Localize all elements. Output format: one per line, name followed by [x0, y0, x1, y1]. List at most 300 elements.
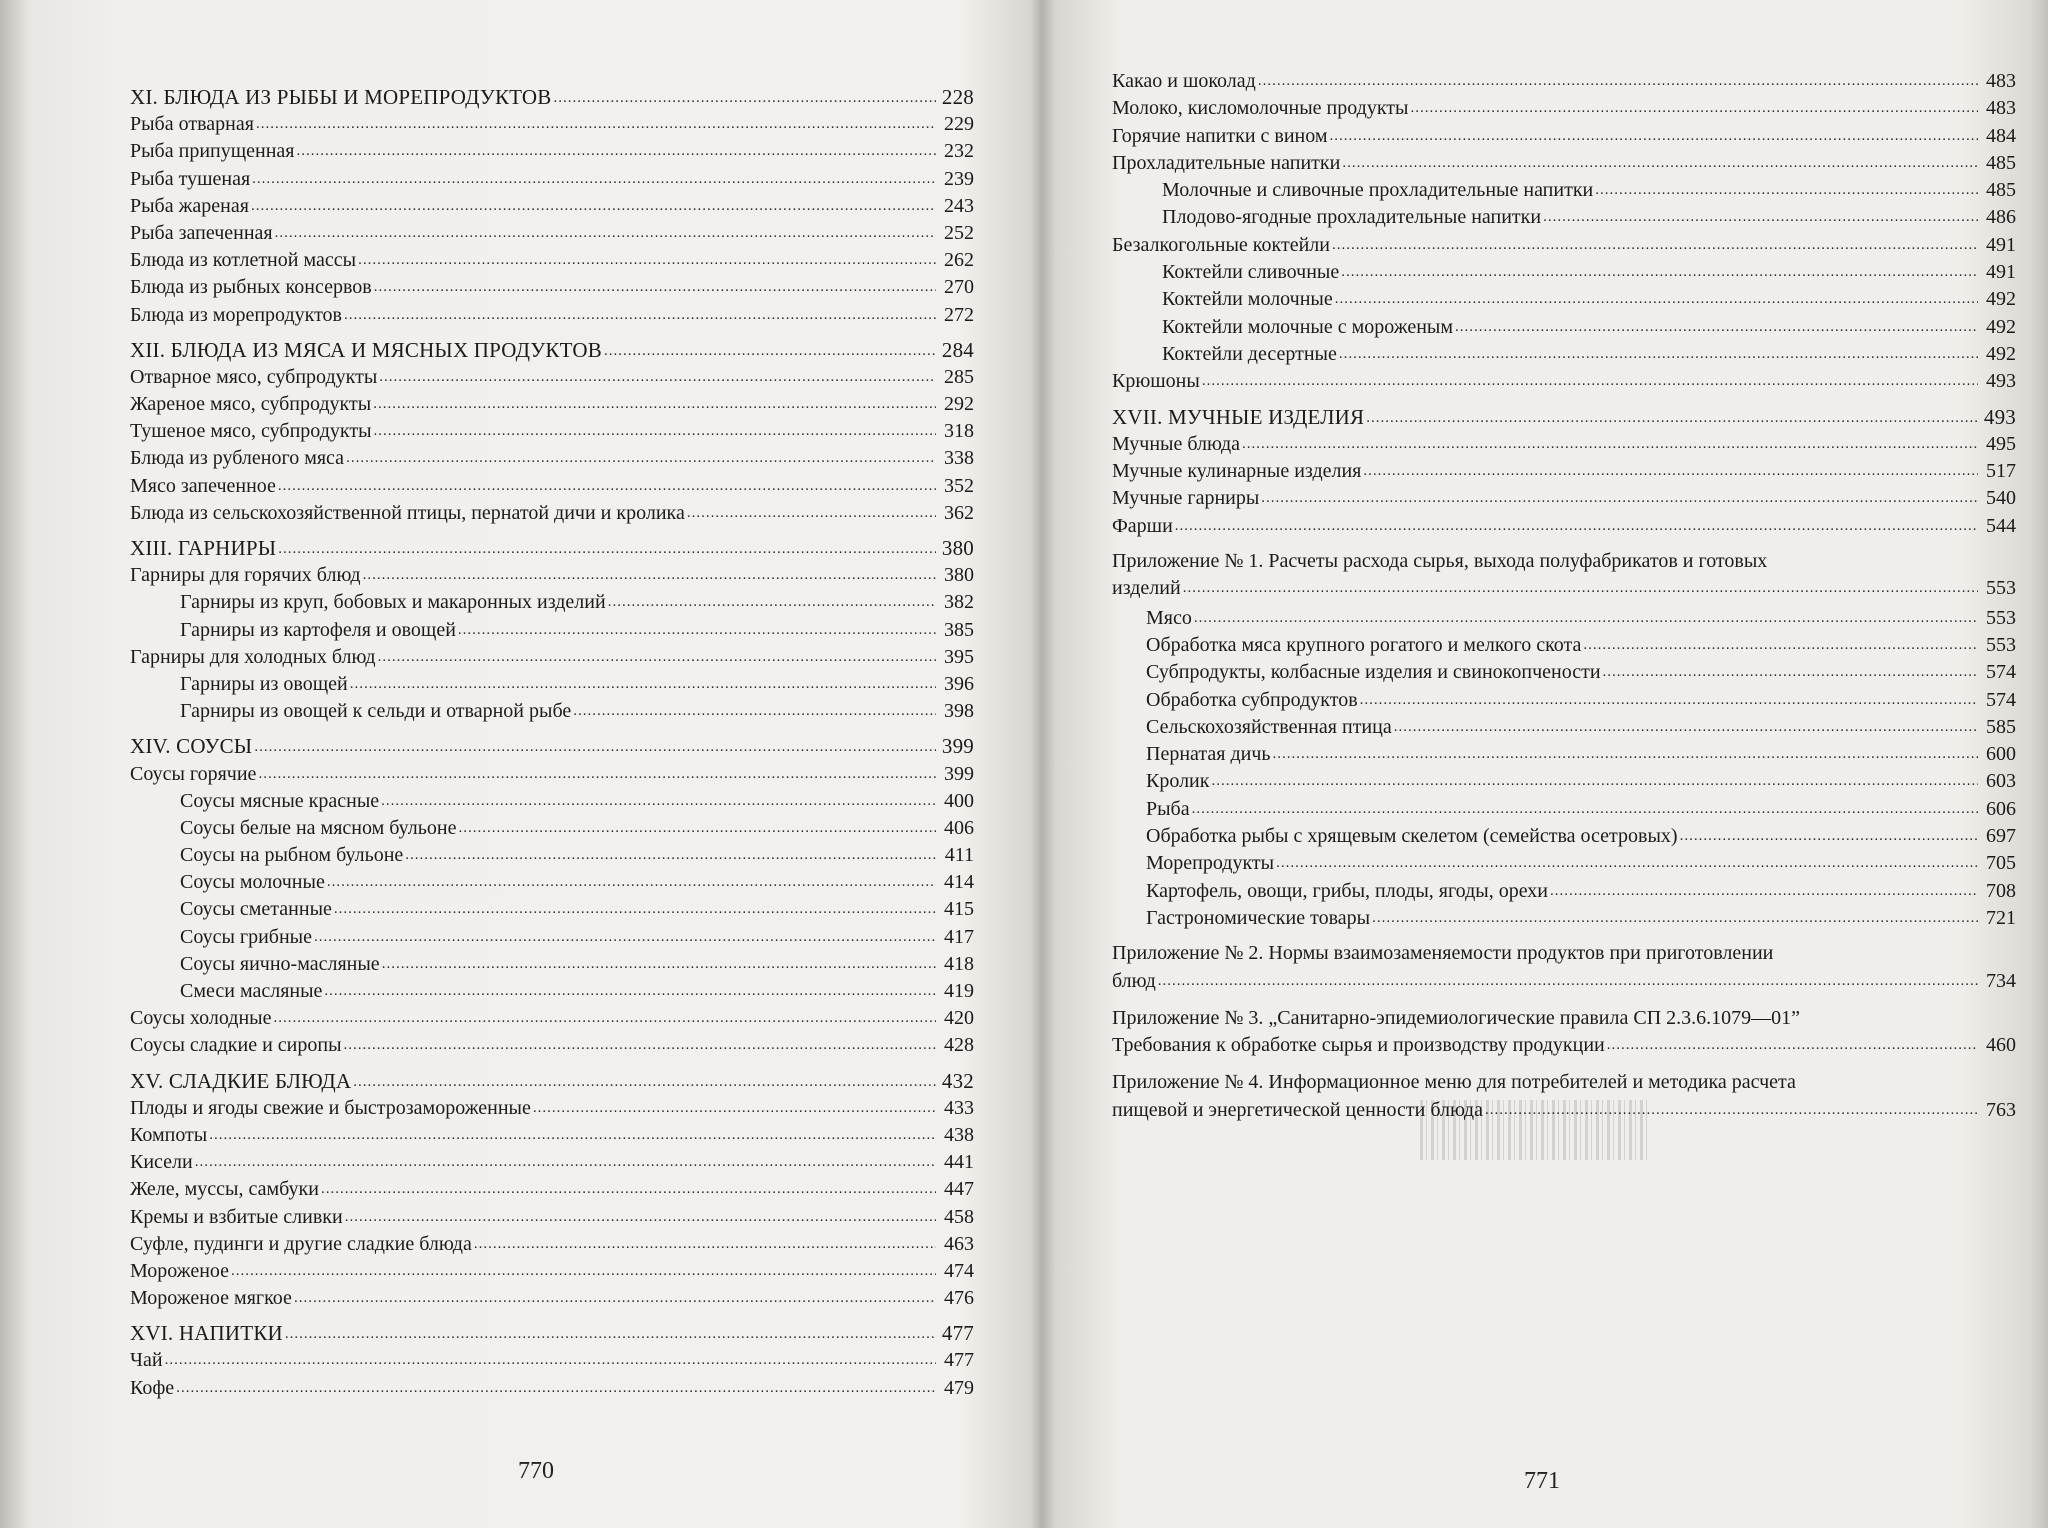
toc-entry-label: Безалкогольные коктейли [1112, 233, 1330, 256]
leader-dots [1455, 312, 1978, 341]
toc-entry-label: Горячие напитки с вином [1112, 124, 1328, 147]
toc-page-number: 432 [941, 1068, 974, 1093]
toc-page-number: 362 [944, 501, 974, 524]
leader-dots [278, 533, 936, 563]
toc-entry [130, 111, 974, 138]
toc-entry-label-cont: Требования к обработке сырья и производству продукции [1112, 1034, 1605, 1057]
toc-entry [130, 1005, 974, 1032]
toc-page-number: 419 [944, 980, 974, 1002]
toc-page-number: 485 [1986, 151, 2016, 174]
toc-entry-label: Суфле, пудинги и другие сладкие блюда [130, 1232, 472, 1255]
toc-page-number: 517 [1986, 460, 2016, 483]
toc-entry-label: Приложение № 3. „Санитарно-эпидемиологические правила СП 2.3.6.1079—01” [1112, 1006, 1801, 1029]
toc-page-number: 399 [941, 734, 974, 759]
toc-entry [1112, 632, 2016, 659]
toc-entry-label: Молоко, кисломолочные продукты [1112, 97, 1409, 120]
toc-entry [130, 951, 974, 978]
toc-page-number: 544 [1986, 514, 2016, 537]
toc-entry-label: Коктейли десертные [1162, 342, 1337, 365]
toc-page-number: 721 [1986, 906, 2016, 929]
toc-page-number: 417 [944, 925, 974, 948]
toc-entry-label: Субпродукты, колбасные изделия и свинокопчености [1146, 661, 1601, 684]
leader-dots [1363, 456, 1978, 485]
toc-page-number: 433 [944, 1096, 974, 1119]
leader-dots [195, 1147, 936, 1176]
toc-entry-label: Крюшоны [1112, 370, 1200, 393]
toc-entry-continuation [1112, 575, 2016, 604]
toc-entry [130, 978, 974, 1005]
toc-page-number: 396 [944, 672, 974, 695]
toc-entry [130, 815, 974, 842]
leader-dots [251, 191, 936, 220]
toc-entry-label: XII. БЛЮДА ИЗ МЯСА И МЯСНЫХ ПРОДУКТОВ [130, 337, 602, 362]
toc-entry-label: Гарниры из круп, бобовых и макаронных изделий [180, 591, 606, 614]
toc-entry-label: Приложение № 2. Нормы взаимозаменяемости продуктов при приготовлении [1112, 942, 1774, 965]
leader-dots [1342, 148, 1978, 177]
leader-dots [358, 245, 936, 274]
leader-dots [533, 1093, 936, 1122]
toc-entry-label: Гарниры из овощей к сельди и отварной рыбе [180, 700, 572, 723]
toc-entry [1112, 177, 2016, 204]
leader-dots [273, 1003, 936, 1032]
toc-entry-label: Мясо [1146, 606, 1192, 629]
toc-section-heading [130, 535, 974, 562]
toc-page-number: 483 [1986, 97, 2016, 120]
toc-entry-label: XIV. СОУСЫ [130, 734, 253, 759]
toc-page-number: 352 [944, 474, 974, 497]
leader-dots [321, 1174, 936, 1203]
toc-entry-label: Рыба жареная [130, 194, 249, 217]
toc-page-number: 400 [944, 789, 974, 812]
toc-entry-label: Блюда из сельскохозяйственной птицы, пернатой дичи и кролика [130, 501, 685, 524]
leader-dots [345, 1202, 936, 1231]
leader-dots [1202, 366, 1978, 395]
toc-entry [130, 869, 974, 896]
toc-entry [130, 1176, 974, 1203]
toc-entry [1112, 259, 2016, 286]
toc-page-number: 697 [1986, 825, 2016, 848]
toc-entry-label: Соусы белые на мясном бульоне [180, 816, 457, 839]
leader-dots [604, 335, 936, 365]
toc-page-number: 495 [1986, 432, 2016, 455]
toc-section-heading [130, 337, 974, 364]
toc-entry [1112, 823, 2016, 850]
toc-entry-label: Кофе [130, 1376, 175, 1399]
toc-page-number: 463 [944, 1232, 974, 1255]
leader-dots [1242, 429, 1978, 458]
toc-page-number: 262 [944, 249, 974, 272]
toc-entry [1112, 741, 2016, 768]
toc-entry [1112, 940, 2016, 997]
leader-dots [1192, 794, 1978, 823]
toc-entry-label: Блюда из рубленого мяса [130, 447, 345, 470]
toc-entry-label: Гарниры для холодных блюд [130, 645, 376, 668]
toc-page-number: 385 [944, 618, 974, 641]
toc-entry-label: Смеси масляные [180, 980, 323, 1002]
leader-dots [176, 1373, 936, 1402]
toc-entry [1112, 905, 2016, 932]
toc-page-number: 380 [941, 536, 974, 560]
toc-entry [130, 418, 974, 445]
toc-page-number: 603 [1986, 770, 2016, 793]
toc-entry [130, 1204, 974, 1231]
toc-entry-label: Обработка субпродуктов [1146, 688, 1358, 711]
leader-dots [1607, 1030, 1978, 1059]
leader-dots [285, 1318, 936, 1348]
toc-entry [130, 166, 974, 193]
toc-page-number: 292 [944, 393, 974, 416]
toc-page-number: 600 [1986, 743, 2016, 766]
toc-entry [130, 445, 974, 472]
leader-dots [1410, 93, 1978, 122]
leader-dots [254, 731, 936, 761]
leader-dots [405, 840, 936, 869]
toc-entry-label: Плодово-ягодные прохладительные напитки [1162, 206, 1542, 229]
leader-dots [1194, 603, 1978, 632]
toc-entry [1112, 341, 2016, 368]
toc-page-number: 553 [1986, 633, 2016, 656]
toc-entry [1112, 95, 2016, 122]
leader-dots [1276, 848, 1978, 877]
leader-dots [1680, 821, 1978, 850]
toc-entry-label: XVI. НАПИТКИ [130, 1321, 283, 1346]
leader-dots [382, 949, 936, 978]
toc-entry-label: Мучные кулинарные изделия [1112, 460, 1362, 483]
toc-entry [130, 1095, 974, 1122]
toc-entry-label: Кролик [1146, 770, 1210, 793]
leader-dots [350, 669, 936, 698]
toc-entry [1112, 714, 2016, 741]
toc-entry-label: Жареное мясо, субпродукты [130, 393, 372, 416]
toc-entry-label: Коктейли молочные [1162, 288, 1333, 311]
leader-dots [573, 696, 936, 725]
toc-entry-label-cont: блюд [1112, 969, 1156, 992]
toc-page-number: 395 [944, 645, 974, 668]
leader-dots [1372, 903, 1978, 932]
toc-entry-label: Гарниры из картофеля и овощей [180, 618, 456, 641]
toc-section-heading [130, 84, 974, 111]
leader-dots [1261, 483, 1978, 512]
toc-entry-label: Блюда из рыбных консервов [130, 276, 372, 299]
toc-page-number: 228 [941, 85, 974, 109]
toc-page-number: 272 [944, 303, 974, 326]
toc-page-number: 492 [1986, 315, 2016, 338]
leader-dots [1341, 257, 1978, 286]
toc-entry-label: Соусы грибные [180, 925, 312, 948]
toc-page-number: 553 [1986, 606, 2016, 629]
toc-entry [1112, 1005, 2016, 1062]
toc-entry [130, 924, 974, 951]
toc-entry-label: Морепродукты [1146, 852, 1275, 875]
leader-dots [373, 389, 936, 418]
toc-entry-label: Рыба отварная [130, 113, 254, 136]
leader-dots [252, 164, 936, 193]
toc-page-number: 734 [1986, 969, 2016, 992]
toc-entry [1112, 513, 2016, 540]
leader-dots [381, 786, 936, 815]
toc-entry-label: Кремы и взбитые сливки [130, 1205, 343, 1228]
toc-entry [1112, 687, 2016, 714]
toc-entry [130, 1149, 974, 1176]
toc-entry [1112, 314, 2016, 341]
toc-page-number: 399 [944, 762, 974, 785]
toc-entry [130, 698, 974, 725]
leader-dots [353, 1066, 936, 1096]
leader-dots [1175, 511, 1978, 540]
toc-entry-label: Соусы сметанные [180, 898, 332, 921]
leader-dots [1183, 573, 1978, 602]
toc-entry-label: Рыба [1146, 797, 1190, 820]
toc-section-heading [1112, 404, 2016, 431]
toc-entry-label: XI. БЛЮДА ИЗ РЫБЫ И МОРЕПРОДУКТОВ [130, 85, 552, 109]
page-number-left: 770 [518, 1458, 554, 1484]
toc-entry-label: Обработка мяса крупного рогатого и мелкого скота [1146, 633, 1582, 656]
toc-page-number: 492 [1986, 288, 2016, 311]
leader-dots [1595, 175, 1978, 204]
toc-page-number: 574 [1986, 661, 2016, 684]
toc-entry-label: Блюда из котлетной массы [130, 249, 357, 272]
toc-entry [130, 1285, 974, 1312]
toc-entry-label: XV. СЛАДКИЕ БЛЮДА [130, 1068, 352, 1093]
toc-page-number: 252 [944, 221, 974, 244]
toc-entry [1112, 768, 2016, 795]
leader-dots [327, 867, 936, 896]
leader-dots [1332, 230, 1978, 259]
toc-entry [1112, 123, 2016, 150]
toc-page-number: 474 [944, 1259, 974, 1282]
toc-entry-label: Прохладительные напитки [1112, 151, 1341, 174]
leader-dots [344, 300, 936, 329]
toc-entry [1112, 458, 2016, 485]
toc-entry-label: Гарниры из овощей [180, 672, 348, 695]
toc-page-number: 485 [1986, 179, 2016, 202]
toc-entry-label: Коктейли молочные с мороженым [1162, 315, 1453, 338]
toc-entry [130, 302, 974, 329]
toc-page-number: 458 [944, 1205, 974, 1228]
toc-entry-label: Приложение № 1. Расчеты расхода сырья, выхода полуфабрикатов и готовых [1112, 550, 1768, 573]
toc-entry-label-cont: изделий [1112, 577, 1181, 600]
toc-entry-label: Молочные и сливочные прохладительные напитки [1162, 179, 1594, 202]
toc-entry [1112, 232, 2016, 259]
toc-entry-label: Соусы на рыбном бульоне [180, 844, 404, 867]
toc-page-number: 763 [1986, 1098, 2016, 1121]
toc-entry-label: Плоды и ягоды свежие и быстрозамороженные [130, 1096, 531, 1119]
leader-dots [275, 218, 936, 247]
toc-entry [1112, 659, 2016, 686]
toc-entry-label: XVII. МУЧНЫЕ ИЗДЕЛИЯ [1112, 404, 1365, 429]
toc-page-number: 484 [1986, 124, 2016, 147]
toc-page-number: 493 [1986, 370, 2016, 393]
toc-page-number: 284 [941, 337, 974, 362]
leader-dots [1330, 121, 1978, 150]
toc-entry-label: Мороженое мягкое [130, 1287, 292, 1310]
leader-dots [687, 498, 936, 527]
toc-entry-label: Соусы горячие [130, 762, 257, 785]
leader-dots [1366, 402, 1978, 432]
toc-page-number: 477 [941, 1321, 974, 1346]
toc-page-number: 479 [944, 1376, 974, 1399]
toc-entry [130, 193, 974, 220]
toc-entry-label: Обработка рыбы с хрящевым скелетом (семейства осетровых) [1146, 825, 1678, 848]
leader-dots [458, 813, 936, 842]
toc-entry-label: Мясо запеченное [130, 474, 276, 497]
toc-page-number: 406 [944, 816, 974, 839]
toc-entry [130, 364, 974, 391]
toc-page-number: 553 [1986, 577, 2016, 600]
toc-page-number: 428 [944, 1034, 974, 1057]
right-page [1046, 0, 2048, 1528]
toc-entry-label: Пернатая дичь [1146, 743, 1271, 766]
toc-entry-label: Гастрономические товары [1146, 906, 1371, 929]
toc-entry [1112, 68, 2016, 95]
leader-dots [1158, 966, 1978, 995]
toc-entry [130, 761, 974, 788]
leader-dots [1543, 202, 1978, 231]
leader-dots [256, 109, 936, 138]
toc-page-number: 338 [944, 447, 974, 470]
toc-page-number: 491 [1986, 233, 2016, 256]
toc-entry-label: Какао и шоколад [1112, 70, 1256, 92]
leader-dots [209, 1120, 936, 1149]
toc-page-number: 705 [1986, 852, 2016, 875]
toc-entry [130, 788, 974, 815]
toc-page-number: 491 [1986, 261, 2016, 284]
toc-entry-label: Желе, муссы, самбуки [130, 1178, 319, 1201]
toc-entry [130, 617, 974, 644]
toc-page-number: 708 [1986, 879, 2016, 902]
toc-entry [1112, 485, 2016, 512]
toc-entry-label: Рыба припущенная [130, 140, 295, 163]
toc-entry [130, 644, 974, 671]
leader-dots [374, 416, 936, 445]
toc-page-number: 270 [944, 276, 974, 299]
toc-page-number: 229 [944, 113, 974, 136]
toc-entry-label: Кисели [130, 1151, 193, 1174]
toc-entry [130, 247, 974, 274]
leader-dots [608, 587, 936, 616]
leader-dots [1335, 284, 1978, 313]
table-of-contents-right [1112, 68, 2016, 1126]
toc-entry [130, 1347, 974, 1374]
leader-dots [374, 272, 936, 301]
leader-dots [1258, 66, 1978, 95]
toc-entry-label: Соусы молочные [180, 871, 325, 894]
toc-page-number: 441 [944, 1151, 974, 1174]
toc-page-number: 483 [1986, 70, 2016, 92]
toc-page-number: 239 [944, 167, 974, 190]
toc-page-number: 574 [1986, 688, 2016, 711]
toc-entry [130, 562, 974, 589]
toc-entry-label: Соусы яично-масляные [180, 952, 380, 975]
toc-page-number: 492 [1986, 342, 2016, 365]
toc-entry-label: Чай [130, 1349, 163, 1372]
toc-page-number: 418 [944, 952, 974, 975]
toc-entry [130, 1258, 974, 1285]
toc-page-number: 438 [944, 1123, 974, 1146]
toc-entry-label: Блюда из морепродуктов [130, 303, 342, 326]
toc-page-number: 415 [944, 898, 974, 921]
toc-page-number: 460 [1986, 1034, 2016, 1057]
leader-dots [346, 443, 936, 472]
leader-dots [379, 362, 936, 391]
toc-entry [130, 589, 974, 616]
toc-entry-label: Рыба тушеная [130, 167, 251, 190]
toc-page-number: 232 [944, 140, 974, 163]
toc-entry [130, 274, 974, 301]
leader-dots [231, 1256, 936, 1285]
toc-page-number: 477 [944, 1349, 974, 1372]
toc-entry [130, 138, 974, 165]
leader-dots [1603, 657, 1978, 686]
leader-dots [1360, 685, 1978, 714]
toc-entry [130, 1032, 974, 1059]
toc-entry [130, 391, 974, 418]
toc-entry-label: Компоты [130, 1123, 208, 1146]
toc-entry-label: Картофель, овощи, грибы, плоды, ягоды, орехи [1146, 879, 1549, 902]
toc-entry [130, 500, 974, 527]
toc-entry [130, 1122, 974, 1149]
toc-section-heading [130, 1068, 974, 1095]
toc-entry-label-cont: пищевой и энергетической ценности блюда [1112, 1098, 1483, 1121]
leader-dots [278, 471, 936, 500]
toc-entry [130, 220, 974, 247]
toc-page-number: 420 [944, 1007, 974, 1030]
leader-dots [1550, 876, 1978, 905]
toc-section-heading [130, 1320, 974, 1347]
leader-dots [1339, 339, 1978, 368]
toc-entry-label: Мороженое [130, 1259, 230, 1282]
leader-dots [1273, 739, 1978, 768]
toc-entry [130, 896, 974, 923]
toc-page-number: 382 [944, 591, 974, 614]
toc-entry [1112, 431, 2016, 458]
bleed-through-barcode [1420, 1100, 1650, 1160]
toc-page-number: 380 [944, 564, 974, 587]
leader-dots [294, 1283, 936, 1312]
leader-dots [1394, 712, 1978, 741]
leader-dots [363, 560, 936, 589]
leader-dots [165, 1345, 936, 1374]
toc-entry-label: Приложение № 4. Информационное меню для потребителей и методика расчета [1112, 1071, 1796, 1094]
toc-entry-continuation [1112, 1032, 2016, 1061]
toc-page-number: 486 [1986, 206, 2016, 229]
toc-entry [130, 671, 974, 698]
leader-dots [344, 1030, 936, 1059]
toc-page-number: 243 [944, 194, 974, 217]
leader-dots [334, 894, 936, 923]
toc-entry [130, 473, 974, 500]
toc-entry [1112, 548, 2016, 605]
toc-page-number: 414 [944, 871, 974, 894]
toc-page-number: 493 [1983, 404, 2016, 429]
leader-dots [458, 615, 936, 644]
toc-page-number: 318 [944, 420, 974, 443]
toc-entry [1112, 150, 2016, 177]
toc-entry-label: Тушеное мясо, субпродукты [130, 420, 372, 443]
toc-entry [1112, 850, 2016, 877]
toc-entry [1112, 286, 2016, 313]
toc-page-number: 540 [1986, 487, 2016, 510]
toc-entry-label: Сельскохозяйственная птица [1146, 715, 1392, 738]
toc-page-number: 476 [944, 1287, 974, 1310]
toc-entry [130, 1231, 974, 1258]
toc-entry-label: Соусы сладкие и сиропы [130, 1034, 342, 1057]
toc-page-number: 606 [1986, 797, 2016, 820]
leader-dots [324, 976, 936, 1005]
toc-entry [1112, 796, 2016, 823]
leader-dots [314, 922, 936, 951]
toc-page-number: 285 [944, 365, 974, 388]
